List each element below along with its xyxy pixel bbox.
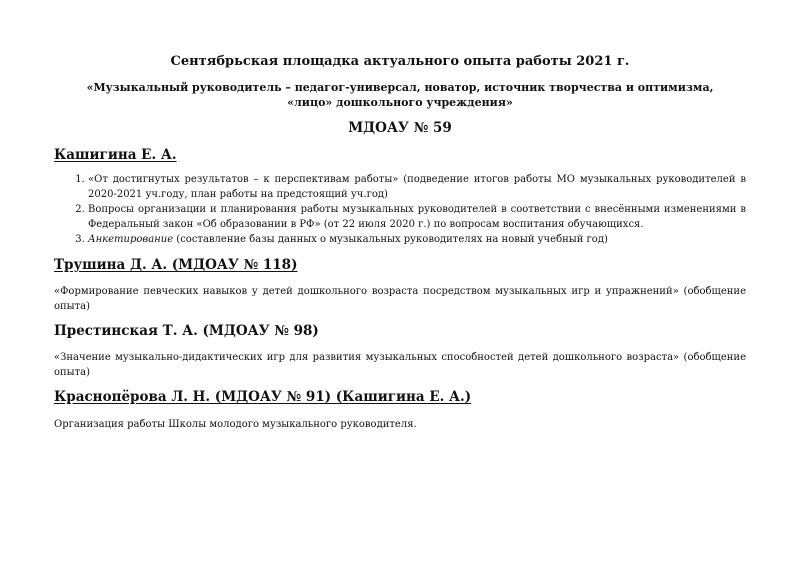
section-text-prestinskaya: «Значение музыкально-дидактических игр для развития музыкальных способностей детей дошкольного возраста» (обобщение опыта) xyxy=(54,352,746,378)
list-item: 1. «От достигнутых результатов – к перспективам работы» (подведение итогов работы МО музыкальных руководителей в 2020-2021 уч.году, план работы на предстоящий уч.год) xyxy=(88,172,746,202)
document-title: Сентябрьская площадка актуального опыта работы 2021 г. xyxy=(170,54,630,69)
kashigina-topics-list xyxy=(54,172,746,247)
section-heading-prestinskaya: Престинская Т. А. (МДОАУ № 98) xyxy=(54,323,319,339)
section-heading-trushina: Трушина Д. А. (МДОАУ № 118) xyxy=(54,257,298,273)
list-item: 2. Вопросы организации и планирования работы музыкальных руководителей в соответствии с внесёнными изменениями в Федеральный закон «Об образовании в РФ» (от 22 июля 2020 г.) по вопросам воспитания обучающихся. xyxy=(88,202,746,232)
organization-heading: МДОАУ № 59 xyxy=(348,120,452,136)
questionnaire-description: (составление базы данных о музыкальных руководителях на новый учебный год) xyxy=(173,234,608,245)
list-item xyxy=(88,232,746,247)
questionnaire-label: Анкетирование xyxy=(88,234,174,245)
section-text-trushina: «Формирование певческих навыков у детей дошкольного возраста посредством музыкальных игр и упражнений» (обобщение опыта) xyxy=(54,286,746,312)
section-heading-krasnoperova: Краснопёрова Л. Н. (МДОАУ № 91) (Кашигина Е. А.) xyxy=(54,389,472,405)
section-text-krasnoperova: Организация работы Школы молодого музыкального руководителя. xyxy=(54,419,417,430)
section-heading-kashigina: Кашигина Е. А. xyxy=(54,147,177,163)
document-subtitle: «Музыкальный руководитель – педагог-универсал, новатор, источник творчества и оптимизма, «лицо» дошкольного учреждения» xyxy=(86,81,714,109)
